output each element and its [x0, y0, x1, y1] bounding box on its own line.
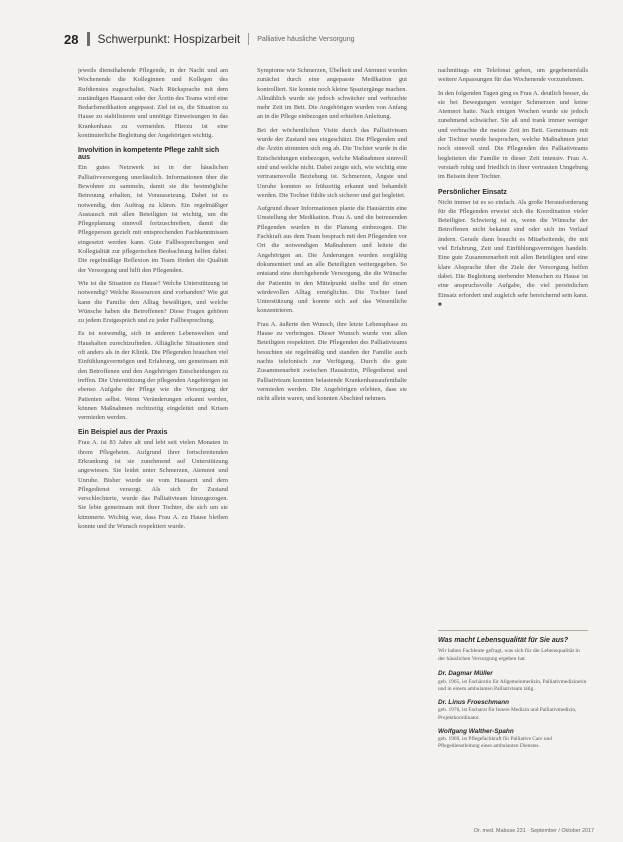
paragraph: Aufgrund dieser Informationen plante die Hausärztin eine Umstellung der Medikation. Frau A. und die betreuenden Pflegenden wurden in die Planung einbezogen. Die Fachkraft aus dem Team besprach mit den Pflegenden vor Ort die notwendigen Maßnahmen und leitete die Angehörigen an. Die Änderungen wurden sorgfältig dokumentiert und an alle Beteiligten weitergegeben. So entstand eine durchgehende Versorgung, die die Wünsche der Patientin in den Mittelpunkt stellte und ihr einen würdevollen Alltag ermöglichte. Die Tochter fand Unterstützung und konnte sich auf das Wesentliche konzentrieren.: [257, 205, 407, 315]
box-title: Was macht Lebensqualität für Sie aus?: [438, 637, 569, 644]
author-entry: [438, 699, 588, 722]
header-separator: [248, 33, 249, 45]
author-name: Wolfgang Walther-Spahn: [438, 727, 514, 735]
paragraph: nachmittags ein Telefonat geben, um gegebenenfalls weitere Anpassungen für das Wochenende vorzunehmen.: [438, 67, 588, 84]
page-footer: Dr. med. Mabuse 231 · September / Oktober 2017: [474, 828, 594, 834]
section-title: Schwerpunkt: Hospizarbeit: [97, 32, 241, 46]
paragraph: Wie ist die Situation zu Hause? Welche Unterstützung ist notwendig? Welche Ressourcen sind vorhanden? Wie gut kann die Familie den Alltag bewältigen, und welche Wünsche haben die Betroffenen? Diese Fragen gehören zu jedem Erstgespräch und zu jeder Fallbesprechung.: [78, 279, 228, 325]
paragraph: Bei der wöchentlichen Visite durch das Palliativteam wurde der Zustand neu eingeschätzt. Die Pflegenden und die Ärztin stimmten sich eng ab. Die Tochter wurde in die Entscheidungen einbezogen, welche Maßnahmen sinnvoll sind und welche nicht. Dabei zeigte sich, wie wichtig eine vertrauensvolle Beziehung ist. Schmerzen, Ängste und Unruhe konnten so frühzeitig erkannt und behandelt werden. Die Tochter fühlte sich sicherer und gut begleitet.: [257, 126, 407, 199]
author-entry: [438, 670, 588, 693]
paragraph: [438, 198, 588, 311]
author-bio: geb. 1965, ist Fachärztin für Allgemeinmedizin, Palliativmedizinerin und in einem ambulanten Palliativteam tätig.: [438, 678, 587, 692]
author-bio: geb. 1969, ist Pflegefachkraft für Palliative Care und Pflegedienstleitung eines ambulanten Dienstes.: [438, 736, 552, 750]
paragraph: Symptome wie Schmerzen, Übelkeit und Atemnot wurden zunächst durch eine angepasste Medikation gut kontrolliert. Sie konnte noch kleine Spaziergänge machen. Allmählich wurde sie jedoch schwächer und verbrachte mehr Zeit im Bett. Die Angehörigen wurden von Anfang an in die Pflege einbezogen und erhielten Anleitung.: [257, 67, 407, 121]
text-column-2: [257, 66, 407, 826]
paragraph: Frau A. äußerte den Wunsch, ihre letzte Lebensphase zu Hause zu verbringen. Dieser Wunsch wurde von allen Beteiligten respektiert. Die Pflegenden des Palliativteams besuchten sie regelmäßig und standen der Familie auch nachts telefonisch zur Verfügung. Durch die gute Zusammenarbeit zwischen Hausärztin, Pflegedienst und Palliativteam konnten belastende Krankenhausaufenthalte vermieden werden. Die Angehörigen erlebten, dass sie nicht allein waren, und konnten Abschied nehmen.: [257, 320, 407, 403]
author-bio: geb. 1976, ist Facharzt für Innere Medizin und Palliativmedizin, Projektkoordinator.: [438, 707, 577, 721]
author-box: [438, 630, 588, 825]
end-mark-icon: ■: [438, 301, 442, 308]
text-column-1: [78, 66, 228, 826]
text-column-3: [438, 66, 588, 626]
paragraph: jeweils diensthabende Pflegende, in der Nacht und am Wochenende die Kolleginnen und Kollegen des Rufdienstes zugeschaltet. Nach Rücksprache mit dem zuständigen Hausarzt oder der Ärztin des Teams wird eine Bedarfsmedikation angepasst. Ziel ist es, die Situation zu Hause zu stabilisieren und unnötige Einweisungen in das Krankenhaus zu vermeiden. Hierzu ist eine kontinuierliche Begleitung der Angehörigen wichtig.: [78, 67, 228, 140]
author-name: Dr. Linus Froeschmann: [438, 699, 510, 706]
paragraph-text: Nicht immer ist es so einfach. Als große Herausforderung für die Pflegenden erweist sich die Koordination vieler Beteiligter. Schwierig ist es, wenn die Wünsche der Betroffenen nicht bekannt sind oder sich im Verlauf ändern. Gerade dann braucht es Mitarbeitende, die mit viel Erfahrung, Zeit und Einfühlungsvermögen handeln. Eine gute Zusammenarbeit mit allen Beteiligten und eine klare Absprache über die Ziele der Versorgung helfen dabei. Die Begleitung sterbender Menschen zu Hause ist eine anspruchsvolle Aufgabe, die viel persönlichen Einsatz erfordert und zugleich sehr bereichernd sein kann.: [438, 198, 588, 299]
page-header: [64, 30, 584, 48]
subsection-title: Palliative häusliche Versorgung: [257, 35, 355, 43]
paragraph: Es ist notwendig, sich in anderen Lebenswelten und Haushalten zurechtzufinden. Alltägliche Situationen sind oft anders als in der Klinik. Die Pflegenden brauchen viel Einfühlungsvermögen und Erfahrung, um gemeinsam mit den Betroffenen und den Angehörigen Entscheidungen zu treffen. Die Unterstützung der pflegenden Angehörigen ist ebenso Aufgabe der Pflege wie die Versorgung der Patienten selbst. Wenn Veränderungen erkannt werden, können Maßnahmen rechtzeitig eingeleitet und Krisen vermieden werden.: [78, 330, 228, 422]
subheading: Persönlicher Einsatz: [438, 188, 507, 196]
paragraph: Ein gutes Netzwerk ist in der häuslichen Palliativversorgung unerlässlich. Informationen über die Bewohner zu sammeln, damit sie die bestmögliche Betreuung erhalten, ist Voraussetzung. Dabei ist es notwendig, den Auftrag zu klären. Ein regelmäßiger Austausch mit allen Beteiligten ist wichtig, um die Pflegeplanung sinnvoll fortzuschreiben, damit die Pflegeperson gezielt mit entsprechenden Fachkenntnissen eingesetzt werden kann. Gute Fallbesprechungen und Kollegialität zur pflegerischen Beobachtung helfen dabei. Die regelmäßige Reflexion im Team fördert die Qualität der Versorgung und hilft den Pflegenden.: [78, 164, 228, 274]
author-name: Dr. Dagmar Müller: [438, 670, 493, 678]
author-entry: [438, 728, 588, 751]
section-marker: [87, 32, 90, 46]
subheading: Ein Beispiel aus der Praxis: [78, 429, 168, 437]
subheading: Involvition in kompetente Pflege zahlt sich aus: [78, 147, 220, 162]
paragraph: In den folgenden Tagen ging es Frau A. deutlich besser, da sie bei Bewegungen weniger Schmerzen und keine Atemnot hatte. Nach einigen Wochen wurde sie jedoch zunehmend schwächer. Sie aß und trank immer weniger und verbrachte die meiste Zeit im Bett. Gemeinsam mit der Tochter wurde besprochen, welche Maßnahmen jetzt noch sinnvoll sind. Die Pflegenden des Palliativteams begleiteten die Familie in dieser Zeit intensiv. Frau A. verstarb ruhig und friedlich in ihrer vertrauten Umgebung im Beisein ihrer Tochter.: [438, 89, 588, 181]
page-number: 28: [64, 31, 79, 47]
paragraph: Frau A. ist 83 Jahre alt und lebt seit vielen Monaten in ihrem Pflegeheim. Aufgrund ihrer fortschreitenden Erkrankung ist sie zunehmend auf Unterstützung angewiesen. Sie leidet unter Schmerzen, Atemnot und Unruhe. Bisher wurde sie vom Hausarzt und dem Pflegedienst versorgt. Als sich ihr Zustand verschlechterte, wurde das Palliativteam hinzugezogen. Sie lebte gemeinsam mit ihrer Tochter, die sich um sie kümmerte. Wichtig war, dass Frau A. zu Hause bleiben konnte und ihr Wunsch respektiert wurde.: [78, 439, 228, 531]
box-intro: Wir haben Fachleute gefragt, was sich für die Lebensqualität in der häuslichen Versorgung ergeben hat.: [438, 648, 580, 662]
box-divider: [438, 630, 588, 631]
